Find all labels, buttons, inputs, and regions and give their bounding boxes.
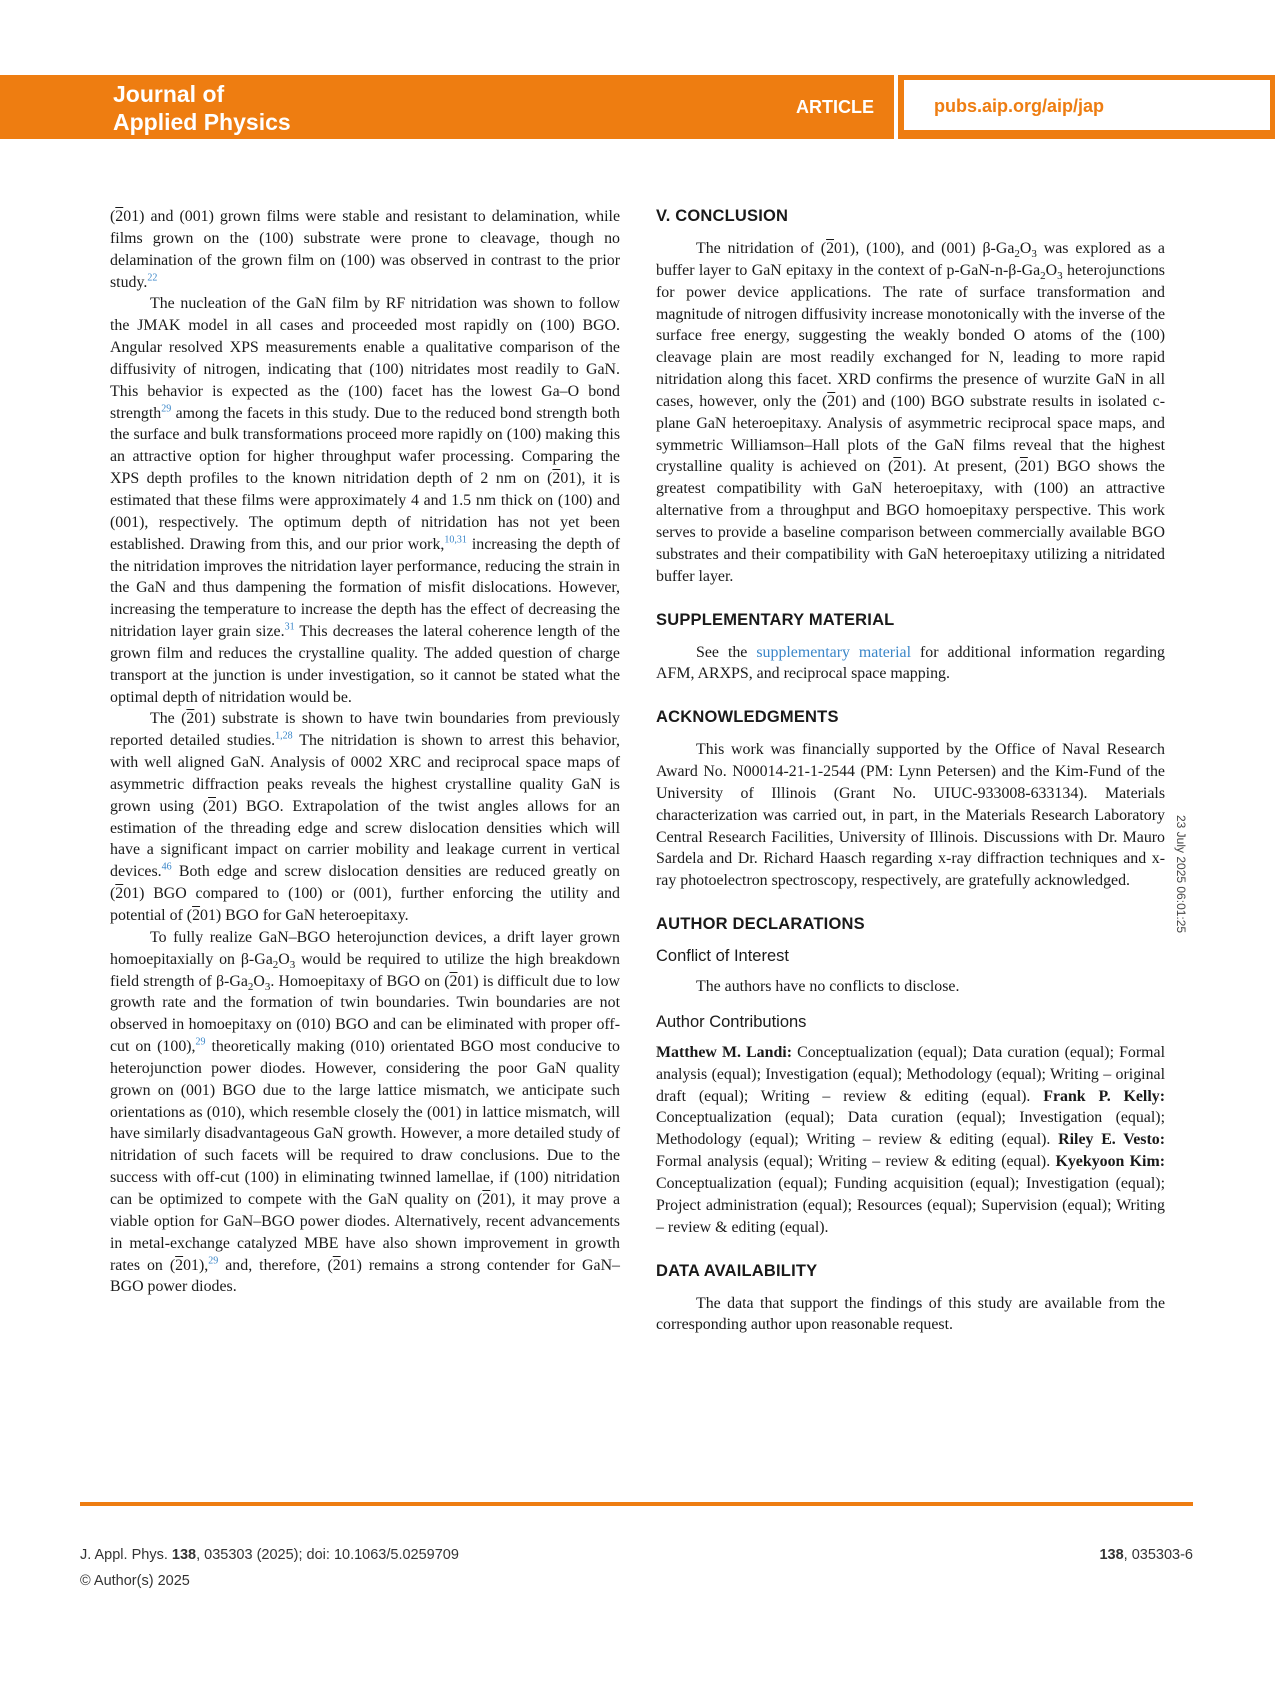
paragraph-conflict: The authors have no conflicts to disclose. [696,978,960,996]
subsection-heading-contributions: Author Contributions [656,1012,807,1031]
download-timestamp: 23 July 2025 06:01:25 [1174,815,1188,934]
paragraph-acknowledgments: This work was financially supported by the Office of Naval Research Award No. N00014-21-1-2544 (PM: Lynn Petersen) and the Kim-Fund of the University of Illinois (Grant No. UIUC-933008-633134). Materials characterization was carried out, in part, in the Materials Research Laboratory Central Research Facilities, University of Illinois. Discussions with Dr. Mauro Sardela and Dr. Richard Haasch regarding x-ray diffraction techniques and x-ray photoelectron spectroscopy, respectively, are gratefully acknowledged. [656,741,1165,890]
paragraph-data-availability: The data that support the findings of this study are available from the corresponding author upon reasonable request. [656,1294,1165,1334]
author-name: Kyekyoon Kim: [1055,1153,1165,1171]
author-name: Frank P. Kelly: [1043,1087,1165,1105]
author-name: Matthew M. Landi: [656,1043,792,1061]
paragraph-supplementary: See the supplementary material for additional information regarding AFM, ARXPS, and reciprocal space mapping. [656,643,1165,683]
miller-bar: 2 [115,208,124,225]
miller-bar: 2 [208,797,216,815]
miller-bar: 2 [449,972,458,990]
right-column [656,206,1165,1336]
author-name: Riley E. Vesto: [1058,1131,1165,1149]
miller-bar: 2 [186,710,195,728]
section-heading-data-availability: DATA AVAILABILITY [656,1261,818,1280]
subsection-heading-conflict: Conflict of Interest [656,947,789,966]
paragraph-twin-boundaries: The (201) substrate is shown to have twin boundaries from previously reported detailed studies.$^{1,28}$ The nitridation is shown to arrest this behavior, with well aligned GaN. Analysis of 0002 XRC and reciprocal space maps of asymmetric diffraction peaks reveals the highest crystalline quality GaN is grown using (201) BGO. Extrapolation of the twist angles allows for an estimation of the threading edge and screw dislocation densities which will have a significant impact on carrier mobility and leakage current in vertical devices.$^{46}$ Both edge and screw dislocation densities are reduced greatly on (201) BGO compared to (100) or (001), further enforcing the utility and potential of (201) BGO for GaN heteroepitaxy. [110,710,620,924]
journal-url-box [902,78,1272,132]
citation-ref[interactable]: 29 [208,1255,219,1267]
section-heading-acknowledgments: ACKNOWLEDGMENTS [656,708,839,727]
left-column [110,206,620,1298]
paragraph-delamination: (201) and (001) grown films were stable and resistant to delamination, while films grown on the (100) substrate were prone to cleavage, though no delamination of the grown film on (100) was observed in contrast to the prior study.$^{22}$ [110,208,620,291]
citation-ref[interactable]: 10,31 [444,534,467,546]
citation-ref[interactable]: 31 [284,621,295,633]
miller-bar: 2 [332,1256,341,1274]
journal-title-line2: Applied Physics [113,109,291,135]
footer-rule [80,1502,1193,1506]
journal-url-link[interactable]: pubs.aip.org/aip/jap [934,96,1105,116]
footer-citation: J. Appl. Phys. 138, 035303 (2025); doi: 10.1063/5.0259709 [80,1547,459,1563]
miller-bar: 2 [1019,458,1028,476]
paragraph-contributions: Matthew M. Landi: Conceptualization (equal); Data curation (equal); Formal analysis (equal); Investigation (equal); Methodology (equal); Writing – original draft (equal); Writing – review & editing (equal). Frank P. Kelly: Conceptualization (equal); Data curation (equal); Investigation (equal); Methodology (equal); Writing – review & editing (equal). Riley E. Vesto: Formal analysis (equal); Writing – review & editing (equal). Kyekyoon Kim: Conceptualization (equal); Funding acquisition (equal); Investigation (equal); Project administration (equal); Resources (equal); Supervision (equal); Writing – review & editing (equal). [656,1043,1165,1236]
citation-ref[interactable]: 29 [161,403,172,415]
section-heading-author-declarations: AUTHOR DECLARATIONS [656,915,865,934]
paragraph-nucleation: The nucleation of the GaN film by RF nitridation was shown to follow the JMAK model in all cases and proceeded most rapidly on (100) BGO. Angular resolved XPS measurements enable a qualitative comparison of the diffusivity of nitrogen, indicating that (100) nitridates most readily to GaN. This behavior is expected as the (100) facet has the lowest Ga–O bond strength$^{29}$ among the facets in this study. Due to the reduced bond strength both the surface and bulk transformations proceed more rapidly on (100) making this an attractive option for higher throughput wafer processing. Comparing the XPS depth profiles to the known nitridation depth of 2 nm on (201), it is estimated that these films were approximately 4 and 1.5 nm thick on (100) and (001), respectively. The optimum depth of nitridation has not yet been established. Drawing from this, and our prior work,$^{10,31}$ increasing the depth of the nitridation improves the nitridation layer performance, reducing the strain in the GaN and thus dampening the formation of misfit dislocations. However, increasing the temperature to increase the depth has the effect of decreasing the nitridation layer grain size.$^{31}$ This decreases the lateral coherence length of the grown film and reduces the crystalline quality. The added question of charge transport at the junction is under investigation, so it cannot be stated what the optimal depth of nitridation would be. [110,295,620,706]
journal-header-bar [0,75,1275,139]
footer-page-number: 138, 035303-6 [1099,1547,1193,1563]
paragraph-homoepitaxy: To fully realize GaN–BGO heterojunction devices, a drift layer grown homoepitaxially on $\beta-Ga_2O_3$ would be required to utilize the high breakdown field strength of $\beta-Ga_2O_3$. Homoepitaxy of BGO on (201) is difficult due to low growth rate and the formation of twin boundaries. Twin boundaries are not observed in homoepitaxy on (010) BGO and can be eliminated with proper off-cut on (100),$^{29}$ theoretically making (010) orientated BGO most conducive to heterojunction power diodes. However, considering the poor GaN quality grown on (001) BGO due to the large lattice mismatch, we anticipate such orientations as (010), which resemble closely the (001) in lattice mismatch, will have similarly disadvantageous GaN growth. However, a more detailed study of nitridation of such facets will be required to draw conclusions. Due to the success with off-cut (100) in eliminating twinned lamellae, if (100) nitridation can be optimized to compete with the GaN quality on (201), it may prove a viable option for GaN–BGO power diodes. Alternatively, recent advancements in metal-exchange catalyzed MBE have also shown improvement in growth rates on (201),$^{29}$ and, therefore, (201) remains a strong contender for GaN–BGO power diodes. [110,928,621,1296]
footer-copyright: © Author(s) 2025 [80,1573,190,1589]
miller-bar: 2 [192,907,201,924]
section-heading-supplementary: SUPPLEMENTARY MATERIAL [656,610,895,629]
paragraph-conclusion: The nitridation of (201), (100), and (001) $\beta-Ga_2O_3$ was explored as a buffer layer to GaN epitaxy in the context of $p-GaN-n-\beta-Ga_2O_3$ heterojunctions for power device applications. The rate of surface transformation and magnitude of nitrogen diffusivity increase monotonically with the inverse of the surface free energy, suggesting the weakly bonded O atoms of the (100) cleavage plain are most readily exchanged for N, leading to more rapid nitridation along this facet. XRD confirms the presence of wurzite GaN in all cases, however, only the (201) and (100) BGO substrate results in isolated c-plane GaN heteroepitaxy. Analysis of asymmetric reciprocal space maps, and symmetric Williamson–Hall plots of the GaN films reveal that the highest crystalline quality is achieved on (201). At present, (201) BGO shows the greatest compatibility with GaN heteroepitaxy, with (100) an attractive alternative from a throughput and BGO homoepitaxy perspective. This work serves to provide a baseline comparison between commercially available BGO substrates and their compatibility with GaN heteroepitaxy utilizing a nitridated buffer layer. [656,240,1165,585]
citation-ref[interactable]: 1,28 [275,730,293,742]
miller-bar: 2 [826,240,835,257]
citation-ref[interactable]: 22 [147,272,158,284]
miller-bar: 2 [893,458,902,476]
header-divider [894,75,898,139]
miller-bar: 2 [115,885,124,903]
citation-ref[interactable]: 46 [161,862,172,874]
journal-title-line1: Journal of [113,81,225,107]
miller-bar: 2 [827,392,836,410]
journal-title [113,80,291,136]
section-heading-conclusion: V. CONCLUSION [656,207,789,225]
miller-bar: 2 [482,1190,491,1208]
miller-bar: 2 [552,470,561,488]
article-type-label: ARTICLE [796,97,874,117]
miller-bar: 2 [175,1256,184,1274]
supplementary-material-link[interactable]: supplementary material [756,643,911,661]
citation-ref[interactable]: 29 [195,1036,206,1048]
